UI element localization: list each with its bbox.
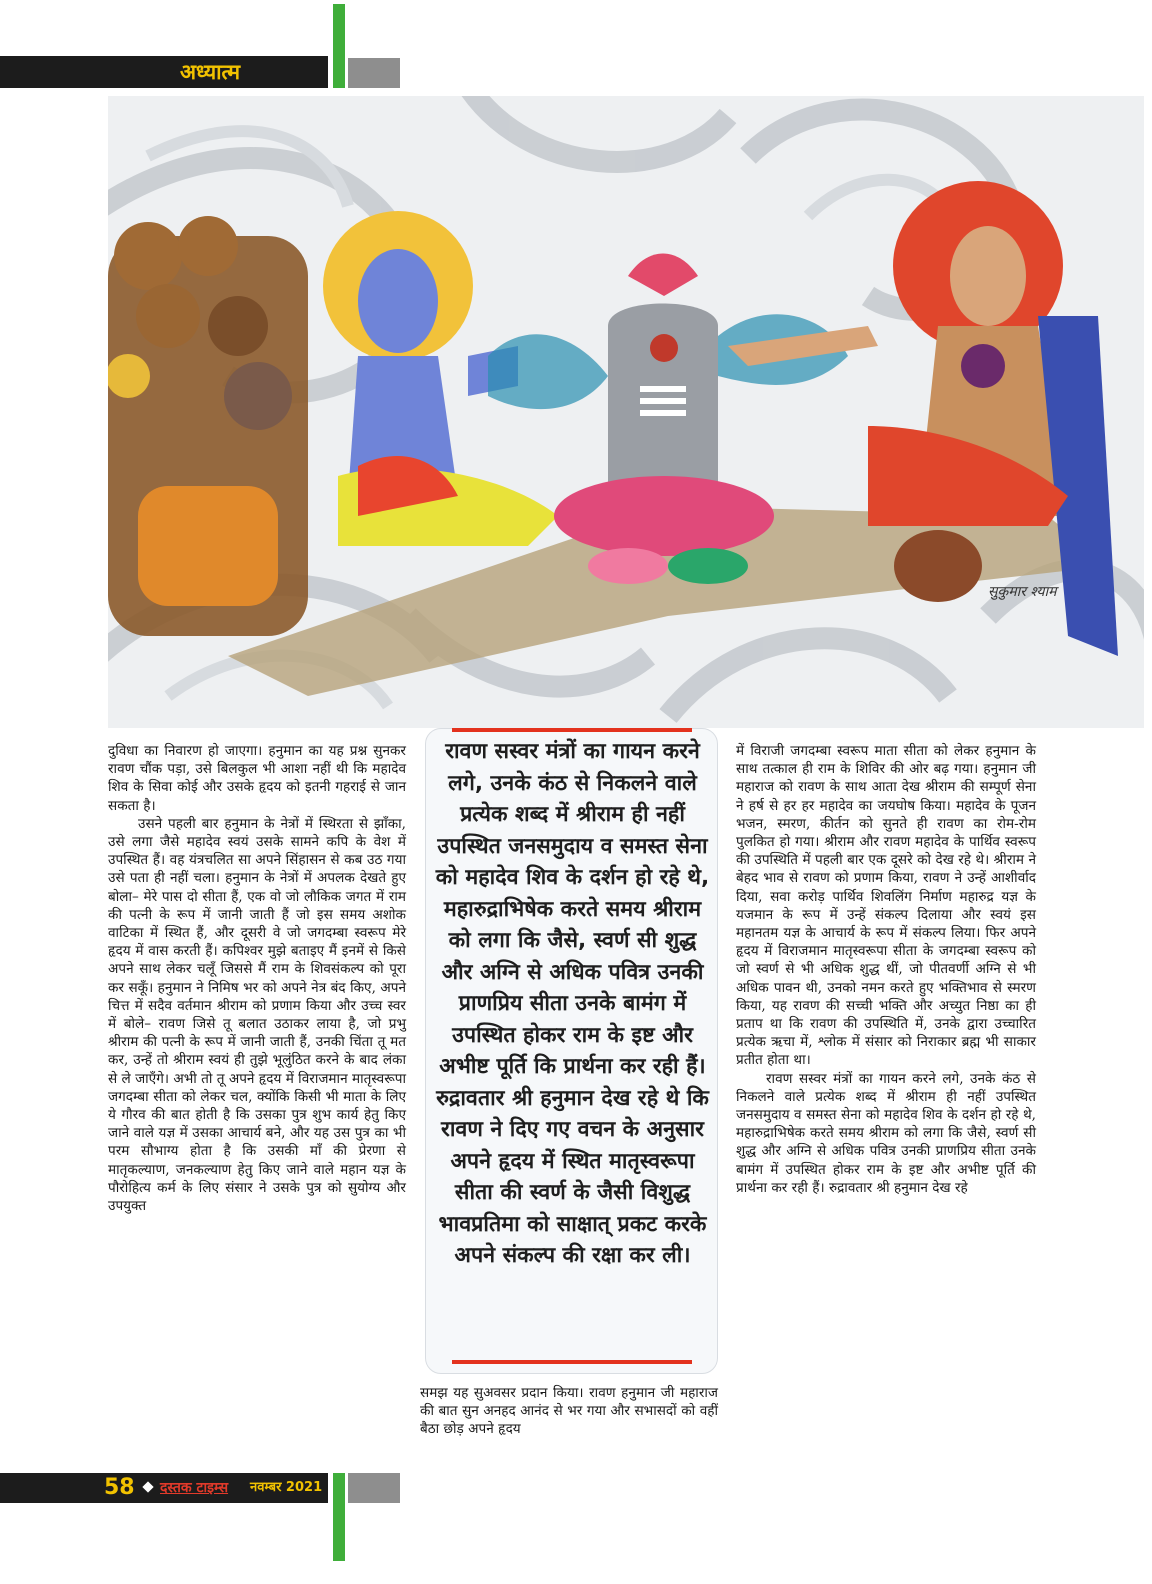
artist-signature: सुकुमार श्याम: [988, 584, 1057, 600]
accent-strip-bottom: [333, 1473, 345, 1561]
article-column-middle: [420, 1384, 718, 1439]
magazine-name: दस्तक टाइम्स: [160, 1480, 229, 1496]
paragraph: रावण सस्वर मंत्रों का गायन करने लगे, उनके कंठ से निकलने वाले प्रत्येक शब्द में श्रीराम ही नहीं उपस्थित जनसमुदाय व समस्त सेना को महादेव शिव के दर्शन हो रहे थे, महारुद्राभिषेक करते समय श्रीराम को लगा कि जैसे, स्वर्ण सी शुद्ध और अग्नि से अधिक पवित्र उनकी प्राणप्रिय सीता उनके बामंग में उपस्थित होकर राम के इष्ट और अभीष्ट पूर्ति की प्रार्थना कर रही हैं। रुद्रावतार श्री हनुमान देख रहे: [736, 1070, 1036, 1196]
accent-strip-top: [333, 4, 345, 88]
monkeys-figure: [108, 216, 308, 636]
paragraph: उसने पहली बार हनुमान के नेत्रों में स्थिरता से झाँका, उसे लगा जैसे महादेव स्वयं उसके सामने कपि के वेश में उपस्थित हैं। वह यंत्रचलित सा अपने सिंहासन से कब उठ गया उसे पता ही नहीं चला। हनुमान के नेत्रों में अपलक देखते हुए बोला– मेरे पास दो सीता हैं, एक वो जो लौकिक जगत में राम की पत्नी के रूप में जानी जाती हैं जो इस समय अशोक वाटिका में स्थित हैं, और दूसरी वे जो जगदम्बा स्वरूप मेरे हृदय में वास करती हैं। कपिश्वर मुझे बताइए मैं इनमें से किसे अपने साथ लेकर चलूँ जिससे मैं राम के शिवसंकल्प को पूरा कर सकूँ। हनुमान ने निमिष भर को अपने नेत्र बंद किए, अपने चित्त में सदैव वर्तमान श्रीराम को प्रणाम किया और उच्च स्वर में बोले– रावण जिसे तू बलात उठाकर लाया है, जो प्रभु श्रीराम की पत्नी के रूप में जानी जाती हैं, उनकी चिंता तू मत कर, उन्हें तो श्रीराम स्वयं ही तुझे भूलुंठित करने के बाद लंका से ले जाएँगे। अभी तो तू अपने हृदय में विराजमान मातृस्वरूपा जगदम्बा सीता को लेकर चल, क्योंकि किसी भी माता के लिए ये गौरव की बात होती है कि उसका पुत्र शुभ कार्य हेतु किए जाने वाले यज्ञ में उसका आचार्य बने, और यह उस पुत्र का भी परम सौभाग्य होता है कि उसकी माँ की प्रेरणा से मातृकल्याण, जनकल्याण हेतु किए जाने वाले महान यज्ञ के पौरोहित्य कर्म के लिए संसार ने उसके पुत्र को सुयोग्य और उपयुक्त: [108, 815, 406, 1215]
section-title: अध्यात्म: [180, 60, 241, 84]
issue-date: नवम्बर 2021: [250, 1480, 323, 1495]
paragraph: दुविधा का निवारण हो जाएगा। हनुमान का यह प्रश्न सुनकर रावण चौंक पड़ा, उसे बिलकुल भी आशा नहीं थी कि महादेव शिव के सिवा कोई और उसके हृदय को इतनी गहराई से जान सकता है।: [108, 743, 406, 814]
pull-quote-text: रावण सस्वर मंत्रों का गायन करने लगे, उनके कंठ से निकलने वाले प्रत्येक शब्द में श्रीराम ही नहीं उपस्थित जनसमुदाय व समस्त सेना को महादेव शिव के दर्शन हो रहे थे, महारुद्राभिषेक करते समय श्रीराम को लगा कि जैसे, स्वर्ण सी शुद्ध और अग्नि से अधिक पवित्र उनकी प्राणप्रिय सीता उनके बामंग में उपस्थित होकर राम के इष्ट और अभीष्ट पूर्ति कि प्रार्थना कर रही हैं। रुद्रावतार श्री हनुमान देख रहे थे कि रावण ने दिए गए वचन के अनुसार अपने हृदय में स्थित मातृस्वरूपा सीता की स्वर्ण के जैसी विशुद्ध भावप्रतिमा को साक्षात् प्रकट करके अपने संकल्प की रक्षा कर ली।: [435, 739, 710, 1268]
article-column-right: [736, 742, 1036, 1197]
article-column-left: [108, 742, 406, 1215]
quote-rule-bottom: [452, 1360, 692, 1364]
paragraph: समझ यह सुअवसर प्रदान किया। रावण हनुमान जी महाराज की बात सुन अनहद आनंद से भर गया और सभासदों को वहीं बैठा छोड़ अपने हृदय: [420, 1385, 718, 1438]
gray-block-bottom: [348, 1473, 400, 1503]
illustration: [108, 96, 1144, 728]
page-number: 58: [104, 1475, 135, 1500]
gray-block-top: [348, 58, 400, 88]
paragraph: में विराजी जगदम्बा स्वरूप माता सीता को लेकर हनुमान के साथ तत्काल ही राम के शिविर की ओर बढ़ गया। हनुमान जी महाराज को रावण के साथ आता देख श्रीराम की सम्पूर्ण सेना ने हर्ष से हर हर महादेव का जयघोष किया। महादेव के पूजन भजन, स्मरण, कीर्तन को सुनते ही रावण का रोम-रोम पुलकित हो गया। श्रीराम और रावण महादेव के पार्थिव स्वरूप की उपस्थिति में पहली बार एक दूसरे को देख रहे थे। श्रीराम ने बेहद भाव से रावण को प्रणाम किया, रावण ने उन्हें आशीर्वाद दिया, सवा करोड़ पार्थिव शिवलिंग निर्माण महारुद्र यज्ञ के यजमान के रूप में उन्हें संकल्प दिलाया और स्वयं इस महानतम यज्ञ के आचार्य के रूप में संकल्प लिया। फिर अपने हृदय में विराजमान मातृस्वरूपा सीता के जगदम्बा स्वरूप को जो स्वर्ण से भी अधिक शुद्ध थीं, जो पीतवर्णी अग्नि से भी अधिक पावन थी, उनको नमन करते हुए भक्तिभाव से स्मरण किया, यह रावण की सच्ची भक्ति और अच्युत निष्ठा का ही प्रताप था कि रावण की उपस्थिति में, उनके द्वारा उच्चारित प्रत्येक ऋचा में, श्लोक में संसार को निराकार ब्रह्म भी साकार प्रतीत होता था।: [736, 743, 1036, 1069]
quote-rule-top: [452, 728, 692, 732]
illustration-artwork: [108, 96, 1144, 728]
